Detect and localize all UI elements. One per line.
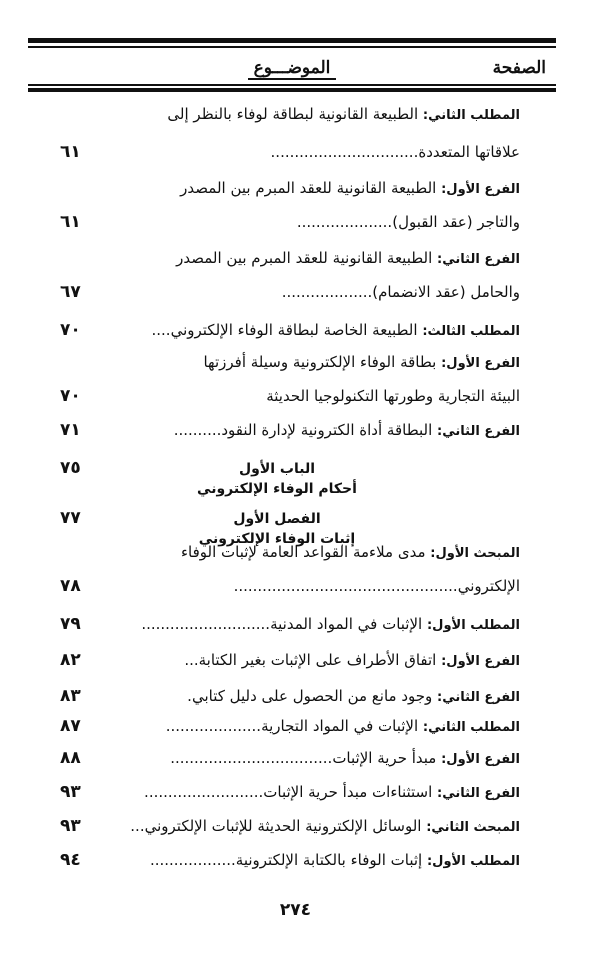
toc-entry-title: والحامل (عقد الانضمام): [372, 283, 520, 301]
toc-entry: [34, 540, 520, 564]
toc-entry-title: مبدأ حرية الإثبات: [332, 749, 442, 767]
toc-leader-dots: ....................: [296, 213, 393, 231]
toc-entry-label: الفرع الأول:: [441, 182, 520, 197]
toc-entry-title: الفصل الأول: [233, 511, 321, 527]
toc-entry-title: وجود مانع من الحصول على دليل كتابي: [191, 687, 438, 705]
toc-leader-dots: ..........: [173, 421, 222, 439]
toc-entry-title: الطبيعة القانونية للعقد المبرم بين المصدر: [180, 179, 442, 197]
toc-leader-dots: ...: [130, 817, 145, 835]
toc-leader-dots: ...............................: [270, 143, 419, 161]
header-rule-bottom: [28, 84, 556, 86]
toc-entry-title: البطاقة أداة الكترونية لإدارة النقود: [221, 421, 438, 439]
header-rule-bottom-thick: [28, 88, 556, 92]
toc-entry-label: الفرع الأول:: [441, 752, 520, 767]
toc-entry-title: إثبات الوفاء بالكتابة الإلكترونية: [235, 851, 427, 869]
toc-page-number: ٧٨: [60, 576, 81, 596]
toc-page-number: ٨٧: [60, 716, 81, 736]
toc-entry-title: والتاجر (عقد القبول): [392, 213, 520, 231]
toc-entry-label: المطلب الأول:: [426, 854, 520, 869]
toc-leader-dots: ...................: [281, 283, 373, 301]
toc-leader-dots: ...............................................: [233, 577, 458, 595]
toc-entry-label: الفرع الثاني:: [437, 786, 520, 801]
toc-entry-label: المطلب الثالث:: [422, 324, 520, 339]
toc-entry-title: الإثبات في المواد التجارية: [261, 717, 423, 735]
toc-entry-label: الفرع الأول:: [441, 654, 520, 669]
toc-leader-dots: ...........................: [141, 615, 271, 633]
toc-entry-label: المطلب الأول:: [426, 618, 520, 633]
toc-entry-label: المطلب الثاني:: [422, 108, 520, 123]
toc-page-number: ٦١: [60, 212, 81, 232]
toc-page-number: ٦٧: [60, 282, 81, 302]
table-header: [28, 54, 556, 84]
toc-entry-title: الطبيعة القانونية لبطاقة لوفاء بالنظر إلى: [167, 105, 423, 123]
toc-entry-title: اتفاق الأطراف على الإثبات بغير الكتابة: [198, 651, 442, 669]
toc-leader-dots: ..................................: [170, 749, 333, 767]
toc-entry: [34, 102, 520, 126]
toc-page-number: ٦١: [60, 142, 81, 162]
header-page-column: الصفحة: [492, 58, 546, 78]
toc-entry-label: الفرع الثاني:: [437, 252, 520, 267]
toc-entry-title: إثبات الوفاء الإلكتروني: [198, 531, 356, 547]
toc-entry-label: الفرع الثاني:: [437, 690, 520, 705]
toc-entry-title: الوسائل الإلكترونية الحديثة للإثبات الإلكتروني: [144, 817, 427, 835]
toc-entry-title: الطبيعة الخاصة لبطاقة الوفاء الإلكتروني: [170, 321, 423, 339]
toc-entry-label: المبحث الأول:: [430, 546, 520, 561]
toc-leader-dots: .: [187, 687, 192, 705]
toc-entry-title: الإثبات في المواد المدنية: [270, 615, 427, 633]
toc-page-number: ٩٤: [60, 850, 81, 870]
toc-entry-title: علاقاتها المتعددة: [418, 143, 520, 161]
toc-page-number: ٨٨: [60, 748, 81, 768]
toc-page-number: ٧٥: [60, 458, 81, 478]
header-rule-thick: [28, 38, 556, 43]
toc-entry-label: المبحث الثاني:: [426, 820, 520, 835]
toc-leader-dots: ....: [151, 321, 171, 339]
toc-entry-label: المطلب الثاني:: [422, 720, 520, 735]
toc-page-number: ٧٩: [60, 614, 81, 634]
toc-entry: [34, 176, 520, 200]
toc-entry-label: الفرع الثاني:: [437, 424, 520, 439]
toc-entry-title: بطاقة الوفاء الإلكترونية وسيلة أفرزتها: [203, 353, 442, 371]
toc-leader-dots: ...: [184, 651, 199, 669]
toc-entry-label: الفرع الأول:: [441, 356, 520, 371]
toc-page-number: ٩٣: [60, 816, 81, 836]
toc-entry-title: استثناءات مبدأ حرية الإثبات: [263, 783, 438, 801]
toc-page-number: ٧١: [60, 420, 81, 440]
toc-section-heading: [34, 476, 520, 500]
toc-entry-title: البيئة التجارية وطورتها التكنولوجيا الحديثة: [266, 387, 520, 405]
toc-entry: [34, 246, 520, 270]
toc-entry-title: الباب الأول: [238, 461, 316, 477]
toc-page-number: ٧٧: [60, 508, 81, 528]
toc-entry: [34, 350, 520, 374]
toc-entry-title: مدى ملاءمة القواعد العامة لإثبات الوفاء: [180, 543, 431, 561]
toc-page-number: ٩٣: [60, 782, 81, 802]
toc-leader-dots: .........................: [144, 783, 264, 801]
toc-leader-dots: ....................: [165, 717, 262, 735]
header-subject-column: الموضـــوع: [248, 58, 337, 80]
toc-page-number: ٧٠: [60, 320, 81, 340]
toc-leader-dots: ..................: [149, 851, 236, 869]
toc-page-number: ٨٢: [60, 650, 81, 670]
toc-page-number: ٨٣: [60, 686, 81, 706]
header-rule-thin: [28, 46, 556, 48]
toc-entry-title: الإلكتروني: [457, 577, 520, 595]
toc-page-number: ٧٠: [60, 386, 81, 406]
toc-entry-title: أحكام الوفاء الإلكتروني: [197, 481, 357, 497]
toc-entry-title: الطبيعة القانونية للعقد المبرم بين المصدر: [176, 249, 438, 267]
page-number: ٢٧٤: [279, 900, 312, 920]
